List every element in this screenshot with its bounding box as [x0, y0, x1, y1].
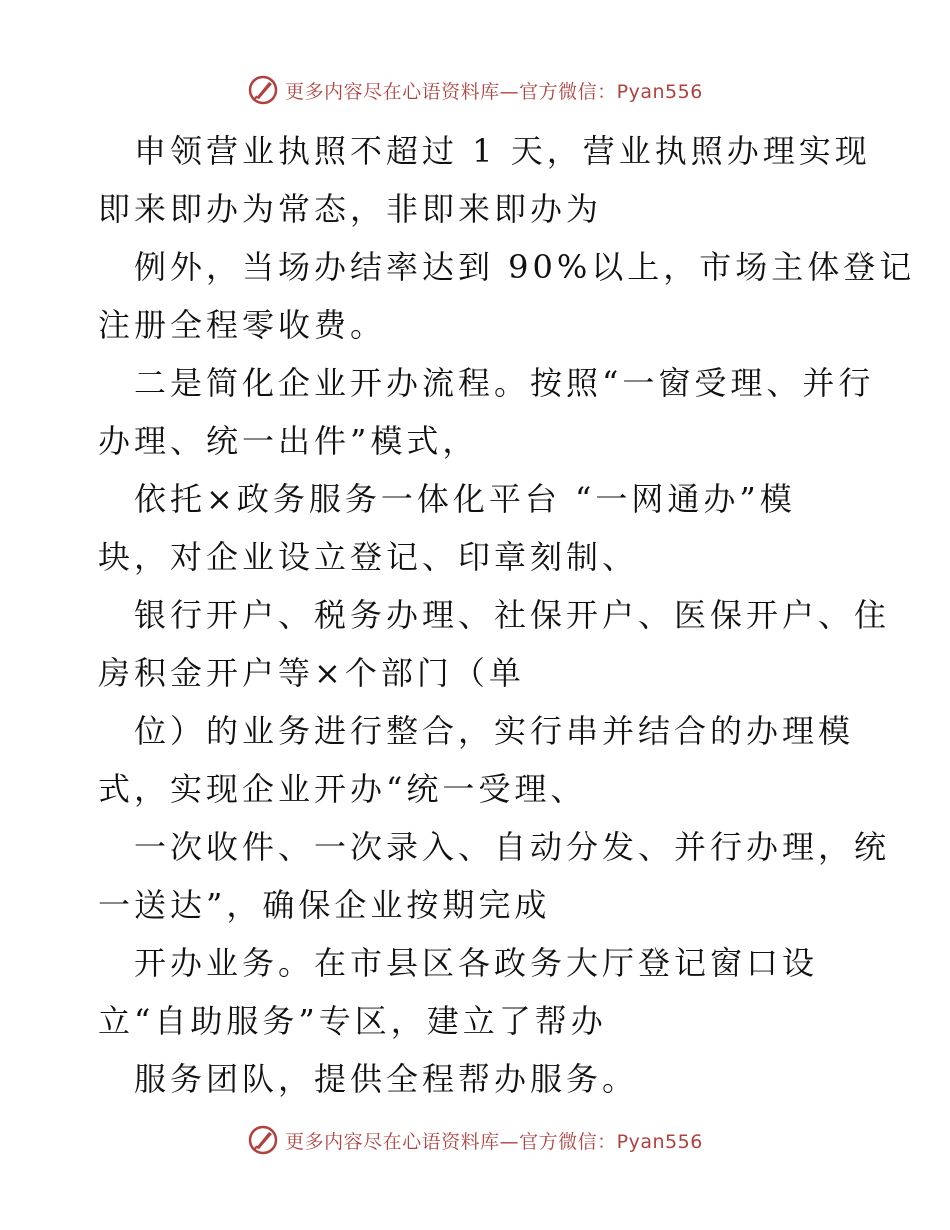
body-line: 申领营业执照不超过 1 天，营业执照办理实现 — [134, 132, 871, 170]
body-line: 一次收件、一次录入、自动分发、并行办理，统 — [134, 828, 891, 866]
body-line: 立“自助服务”专区，建立了帮办 — [98, 1002, 607, 1040]
quill-pen-logo-icon — [247, 74, 279, 106]
quill-pen-logo-icon — [247, 1124, 279, 1156]
body-line: 注册全程零收费。 — [98, 306, 387, 344]
header-watermark-banner — [0, 74, 950, 106]
body-line: 式，实现企业开办“统一受理、 — [98, 770, 587, 808]
body-line: 办理、统一出件”模式， — [98, 422, 479, 460]
body-line: 银行开户、税务办理、社保开户、医保开户、住 — [134, 596, 891, 634]
header-banner-text: 更多内容尽在心语资料库—官方微信：Pyan556 — [285, 80, 703, 103]
body-line: 位）的业务进行整合，实行串并结合的办理模 — [134, 712, 855, 750]
body-line: 即来即办为常态，非即来即办为 — [98, 190, 603, 228]
body-line: 块，对企业设立登记、印章刻制、 — [98, 538, 639, 576]
footer-banner-text: 更多内容尽在心语资料库—官方微信：Pyan556 — [285, 1130, 703, 1153]
body-line: 例外，当场办结率达到 90%以上，市场主体登记 — [134, 248, 916, 286]
body-line: 房积金开户等×个部门（单 — [98, 654, 525, 692]
footer-watermark-banner — [0, 1124, 950, 1156]
body-line: 服务团队，提供全程帮办服务。 — [134, 1060, 639, 1098]
body-line: 开办业务。在市县区各政务大厅登记窗口设 — [134, 944, 819, 982]
document-body — [98, 122, 916, 1108]
body-line: 二是简化企业开办流程。按照“一窗受理、并行 — [134, 364, 875, 402]
body-line: 一送达”，确保企业按期完成 — [98, 886, 551, 924]
body-line: 依托×政务服务一体化平台 “一网通办”模 — [134, 480, 796, 518]
